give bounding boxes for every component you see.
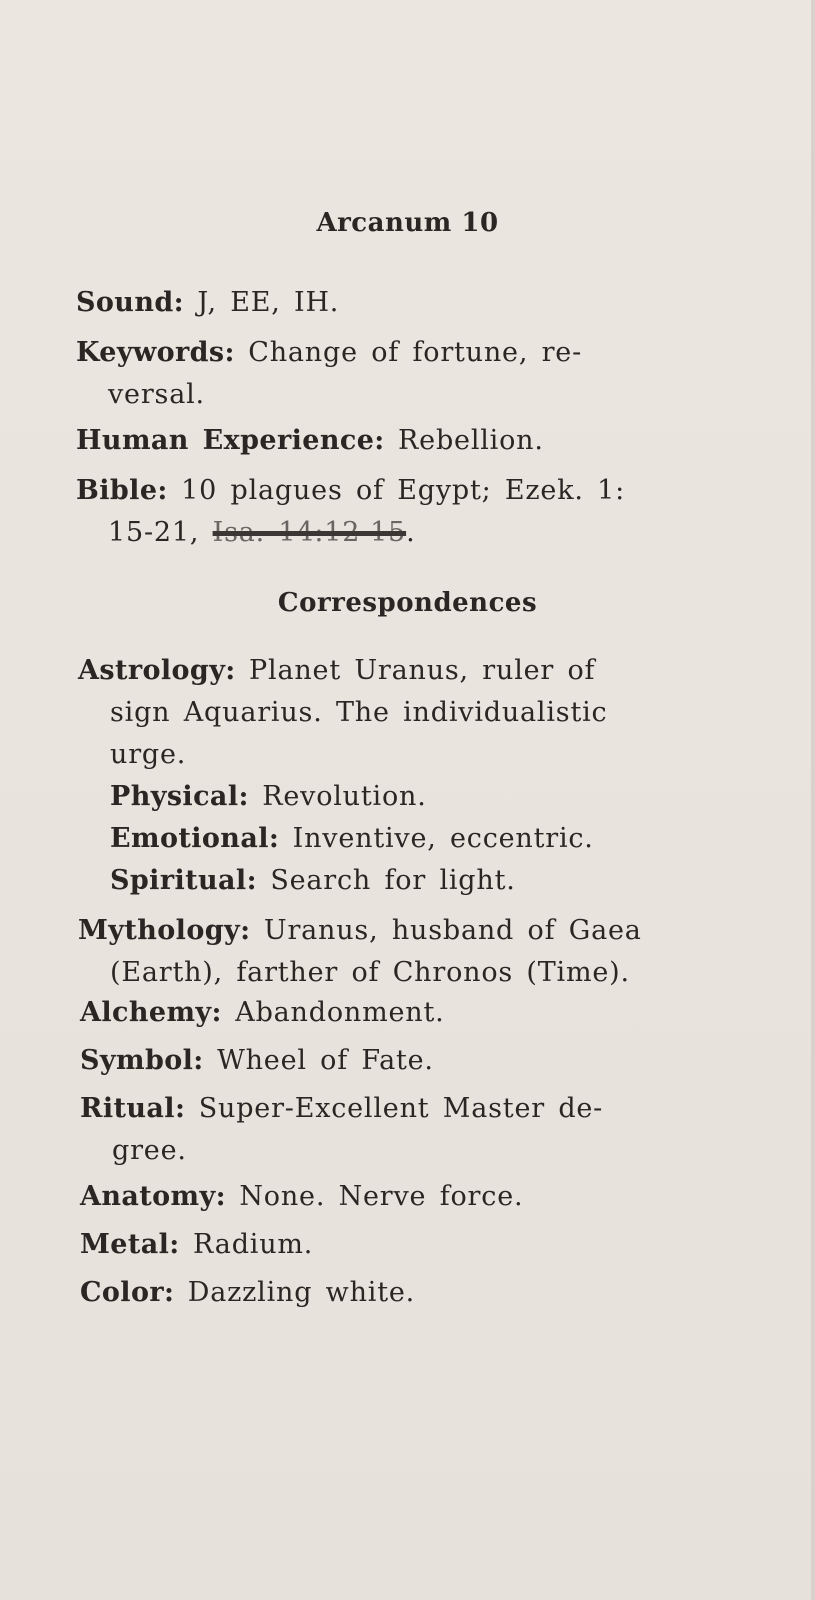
bible-value-line2-suffix: . bbox=[406, 517, 416, 548]
keywords-entry bbox=[76, 332, 582, 416]
page-title: Arcanum 10 bbox=[316, 208, 499, 238]
astrology-value-line2: sign Aquarius. The individualistic bbox=[110, 697, 608, 728]
keywords-label: Keywords: bbox=[76, 337, 235, 368]
sound-label: Sound: bbox=[76, 287, 185, 318]
mythology-value-line2: (Earth), farther of Chronos (Time). bbox=[110, 957, 630, 988]
metal-value: Radium. bbox=[193, 1229, 314, 1260]
bible-value-line2: 15-21, bbox=[108, 517, 200, 548]
alchemy-entry bbox=[80, 992, 444, 1034]
correspondences-heading: Correspondences bbox=[277, 588, 538, 618]
astrology-value-line3: urge. bbox=[110, 739, 187, 770]
alchemy-label: Alchemy: bbox=[80, 997, 222, 1028]
color-label: Color: bbox=[80, 1277, 175, 1308]
astrology-label: Astrology: bbox=[78, 655, 236, 686]
astrology-entry bbox=[78, 650, 607, 902]
color-value: Dazzling white. bbox=[187, 1277, 416, 1308]
human-experience-entry bbox=[76, 420, 544, 462]
ritual-label: Ritual: bbox=[80, 1093, 186, 1124]
bible-struck-reference: Isa. 14:12-15 bbox=[212, 517, 407, 548]
sound-entry bbox=[76, 282, 339, 324]
spiritual-value: Search for light. bbox=[270, 865, 516, 896]
spiritual-label: Spiritual: bbox=[110, 865, 257, 896]
symbol-label: Symbol: bbox=[80, 1045, 204, 1076]
keywords-value-line1: Change of fortune, re- bbox=[248, 337, 583, 368]
emotional-subentry bbox=[78, 818, 607, 860]
ritual-value-line2: gree. bbox=[112, 1135, 187, 1166]
sound-value: J, EE, IH. bbox=[197, 287, 340, 318]
anatomy-label: Anatomy: bbox=[80, 1181, 226, 1212]
keywords-value-line2: versal. bbox=[108, 379, 205, 410]
anatomy-value: None. Nerve force. bbox=[239, 1181, 524, 1212]
mythology-label: Mythology: bbox=[78, 915, 251, 946]
metal-label: Metal: bbox=[80, 1229, 180, 1260]
bible-value-line1: 10 plagues of Egypt; Ezek. 1: bbox=[181, 475, 626, 506]
human-experience-label: Human Experience: bbox=[76, 425, 385, 456]
anatomy-entry bbox=[80, 1176, 523, 1218]
physical-subentry bbox=[78, 776, 607, 818]
spiritual-subentry bbox=[78, 860, 607, 902]
mythology-value-line1: Uranus, husband of Gaea bbox=[263, 915, 642, 946]
card-edge bbox=[811, 0, 815, 1600]
physical-label: Physical: bbox=[110, 781, 249, 812]
bible-entry bbox=[76, 470, 625, 554]
alchemy-value: Abandonment. bbox=[235, 997, 445, 1028]
astrology-value-line1: Planet Uranus, ruler of bbox=[249, 655, 596, 686]
color-entry bbox=[80, 1272, 415, 1314]
mythology-entry bbox=[78, 910, 642, 994]
ritual-entry bbox=[80, 1088, 603, 1172]
ritual-value-line1: Super-Excellent Master de- bbox=[198, 1093, 604, 1124]
metal-entry bbox=[80, 1224, 313, 1266]
symbol-entry bbox=[80, 1040, 434, 1082]
emotional-value: Inventive, eccentric. bbox=[292, 823, 594, 854]
physical-value: Revolution. bbox=[262, 781, 427, 812]
bible-label: Bible: bbox=[76, 475, 168, 506]
emotional-label: Emotional: bbox=[110, 823, 280, 854]
symbol-value: Wheel of Fate. bbox=[217, 1045, 434, 1076]
human-experience-value: Rebellion. bbox=[398, 425, 544, 456]
